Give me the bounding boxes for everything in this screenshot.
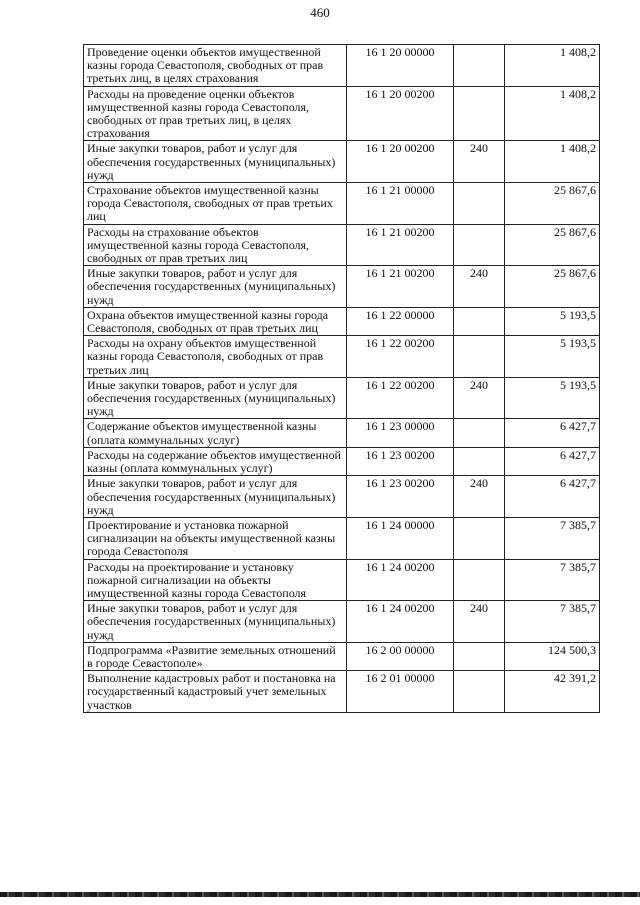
cell-target-code: 16 1 23 00200 — [347, 447, 454, 475]
cell-target-code: 16 2 00 00000 — [347, 642, 454, 670]
cell-amount: 6 427,7 — [505, 447, 600, 475]
table-row — [84, 45, 600, 87]
cell-expense-type: 240 — [454, 601, 505, 643]
cell-target-code: 16 1 21 00000 — [347, 183, 454, 225]
cell-name: Выполнение кадастровых работ и постановка на государственный кадастровый учет земельных участков — [84, 671, 347, 713]
cell-expense-type — [454, 419, 505, 447]
table-row — [84, 266, 600, 308]
cell-expense-type — [454, 86, 505, 141]
cell-name: Иные закупки товаров, работ и услуг для обеспечения государственных (муниципальных) нужд — [84, 266, 347, 308]
cell-target-code: 16 1 22 00200 — [347, 336, 454, 378]
budget-table — [83, 44, 600, 713]
cell-amount: 6 427,7 — [505, 419, 600, 447]
cell-name: Иные закупки товаров, работ и услуг для обеспечения государственных (муниципальных) нужд — [84, 601, 347, 643]
table-row — [84, 447, 600, 475]
table-row — [84, 336, 600, 378]
table-row — [84, 419, 600, 447]
table-row — [84, 476, 600, 518]
cell-amount: 5 193,5 — [505, 336, 600, 378]
cell-expense-type — [454, 183, 505, 225]
cell-target-code: 16 1 24 00200 — [347, 559, 454, 601]
cell-target-code: 16 1 23 00000 — [347, 419, 454, 447]
cell-target-code: 16 1 24 00000 — [347, 517, 454, 559]
cell-name: Расходы на содержание объектов имущественной казны (оплата коммунальных услуг) — [84, 447, 347, 475]
page-number: 460 — [310, 5, 330, 20]
table-row — [84, 517, 600, 559]
table-row — [84, 224, 600, 266]
table-row — [84, 559, 600, 601]
table-row — [84, 183, 600, 225]
cell-name: Иные закупки товаров, работ и услуг для обеспечения государственных (муниципальных) нужд — [84, 141, 347, 183]
table-row — [84, 601, 600, 643]
table-row — [84, 307, 600, 335]
cell-expense-type: 240 — [454, 377, 505, 419]
cell-name: Расходы на охрану объектов имущественной казны города Севастополя, свободных от прав третьих лиц — [84, 336, 347, 378]
table-row — [84, 671, 600, 713]
cell-target-code: 16 1 23 00200 — [347, 476, 454, 518]
budget-table-body — [84, 45, 600, 713]
cell-expense-type — [454, 517, 505, 559]
cell-target-code: 16 1 20 00200 — [347, 141, 454, 183]
cell-expense-type — [454, 671, 505, 713]
cell-name: Иные закупки товаров, работ и услуг для обеспечения государственных (муниципальных) нужд — [84, 377, 347, 419]
cell-amount: 5 193,5 — [505, 307, 600, 335]
cell-name: Расходы на страхование объектов имущественной казны города Севастополя, свободных от прав третьих лиц — [84, 224, 347, 266]
cell-expense-type — [454, 224, 505, 266]
cell-target-code: 16 1 24 00200 — [347, 601, 454, 643]
cell-expense-type — [454, 307, 505, 335]
table-row — [84, 642, 600, 670]
cell-amount: 7 385,7 — [505, 517, 600, 559]
cell-expense-type — [454, 45, 505, 87]
cell-amount: 25 867,6 — [505, 266, 600, 308]
cell-amount: 7 385,7 — [505, 559, 600, 601]
cell-name: Расходы на проведение оценки объектов имущественной казны города Севастополя, свободных от прав третьих лиц, в целях страхования — [84, 86, 347, 141]
table-row — [84, 141, 600, 183]
cell-name: Расходы на проектирование и установку пожарной сигнализации на объекты имущественной казны города Севастополя — [84, 559, 347, 601]
cell-expense-type — [454, 447, 505, 475]
cell-amount: 5 193,5 — [505, 377, 600, 419]
cell-target-code: 16 2 01 00000 — [347, 671, 454, 713]
table-row — [84, 86, 600, 141]
cell-amount: 1 408,2 — [505, 45, 600, 87]
cell-target-code: 16 1 20 00200 — [347, 86, 454, 141]
cell-amount: 6 427,7 — [505, 476, 600, 518]
cell-expense-type — [454, 336, 505, 378]
cell-amount: 1 408,2 — [505, 141, 600, 183]
cell-name: Проектирование и установка пожарной сигнализации на объекты имущественной казны города Севастополя — [84, 517, 347, 559]
cell-name: Подпрограмма «Развитие земельных отношений в городе Севастополе» — [84, 642, 347, 670]
cell-target-code: 16 1 21 00200 — [347, 266, 454, 308]
cell-target-code: 16 1 22 00200 — [347, 377, 454, 419]
cell-expense-type — [454, 559, 505, 601]
cell-name: Охрана объектов имущественной казны города Севастополя, свободных от прав третьих лиц — [84, 307, 347, 335]
scan-edge-strip — [0, 892, 640, 897]
cell-amount: 25 867,6 — [505, 224, 600, 266]
cell-amount: 124 500,3 — [505, 642, 600, 670]
cell-name: Страхование объектов имущественной казны города Севастополя, свободных от прав третьих лиц — [84, 183, 347, 225]
cell-target-code: 16 1 22 00000 — [347, 307, 454, 335]
cell-name: Иные закупки товаров, работ и услуг для обеспечения государственных (муниципальных) нужд — [84, 476, 347, 518]
cell-amount: 1 408,2 — [505, 86, 600, 141]
cell-expense-type: 240 — [454, 476, 505, 518]
cell-expense-type: 240 — [454, 266, 505, 308]
cell-name: Содержание объектов имущественной казны (оплата коммунальных услуг) — [84, 419, 347, 447]
cell-target-code: 16 1 21 00200 — [347, 224, 454, 266]
cell-target-code: 16 1 20 00000 — [347, 45, 454, 87]
cell-amount: 42 391,2 — [505, 671, 600, 713]
cell-amount: 25 867,6 — [505, 183, 600, 225]
cell-name: Проведение оценки объектов имущественной казны города Севастополя, свободных от прав третьих лиц, в целях страхования — [84, 45, 347, 87]
table-row — [84, 377, 600, 419]
cell-expense-type: 240 — [454, 141, 505, 183]
cell-amount: 7 385,7 — [505, 601, 600, 643]
cell-expense-type — [454, 642, 505, 670]
